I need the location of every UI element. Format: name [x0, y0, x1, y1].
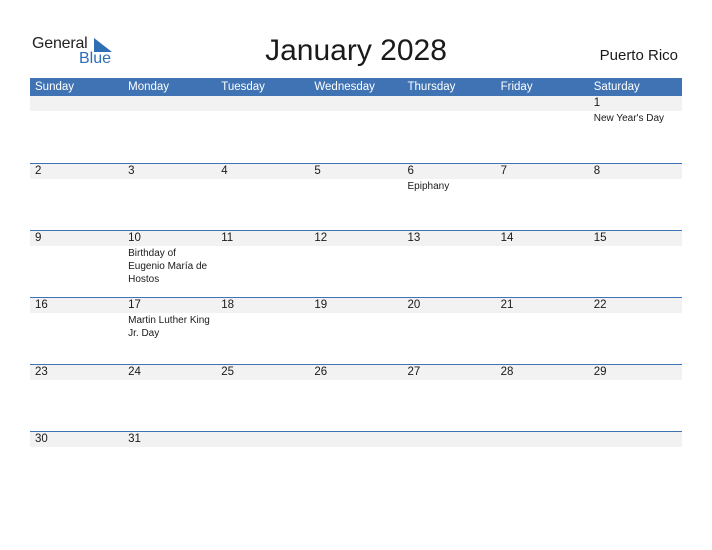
day-cell — [403, 298, 496, 364]
holiday-label — [314, 246, 402, 247]
day-cell — [30, 96, 123, 163]
day-number — [35, 96, 123, 111]
day-number: 2 — [35, 165, 42, 177]
region-label: Puerto Rico — [599, 47, 678, 64]
weeks-container — [30, 96, 682, 498]
weekday-saturday: Saturday — [593, 81, 640, 93]
holiday-label — [501, 179, 589, 180]
holiday-label — [128, 111, 216, 112]
holiday-label — [594, 179, 682, 180]
holiday-label: Birthday of Eugenio María de Hostos — [128, 248, 208, 285]
day-number: 30 — [35, 433, 48, 445]
day-cell — [216, 432, 309, 498]
calendar-week-row — [30, 96, 682, 163]
holiday-label — [221, 447, 309, 448]
holiday-label — [35, 179, 123, 180]
day-cell — [309, 298, 402, 364]
day-number: 21 — [500, 299, 514, 311]
day-cell — [216, 365, 309, 431]
day-number: 27 — [407, 366, 421, 378]
day-cell — [403, 432, 496, 498]
holiday-label — [501, 111, 589, 112]
day-number: 6 — [407, 165, 414, 177]
weekday-tuesday: Tuesday — [221, 81, 265, 93]
day-cell — [123, 164, 216, 230]
day-cell — [123, 365, 216, 431]
day-number: 14 — [500, 232, 514, 244]
day-cell — [496, 96, 589, 163]
holiday-label — [314, 111, 402, 112]
day-number: 24 — [128, 366, 141, 378]
calendar-week-row — [30, 431, 682, 498]
day-number: 29 — [593, 366, 607, 378]
day-cell — [309, 164, 402, 230]
day-cell — [123, 432, 216, 498]
day-number: 15 — [593, 232, 607, 244]
holiday-label — [408, 246, 496, 247]
day-number: 17 — [128, 299, 141, 311]
calendar-week-row — [30, 163, 682, 230]
day-cell — [496, 164, 589, 230]
page-title: January 2028 — [265, 34, 447, 67]
day-cell — [589, 231, 682, 297]
holiday-label — [594, 313, 682, 314]
day-number: 31 — [128, 433, 141, 445]
day-number: 19 — [314, 299, 328, 311]
day-cell — [589, 298, 682, 364]
day-number: 28 — [500, 366, 514, 378]
weekday-wednesday: Wednesday — [314, 81, 375, 93]
day-cell — [309, 231, 402, 297]
logo-word-blue: Blue — [79, 50, 112, 67]
day-cell — [403, 365, 496, 431]
holiday-label — [221, 313, 309, 314]
holiday-label — [35, 380, 123, 381]
day-cell — [123, 298, 216, 364]
holiday-label — [408, 380, 496, 381]
holiday-label — [35, 447, 123, 448]
holiday-label — [408, 313, 496, 314]
weekday-sunday: Sunday — [35, 81, 75, 93]
holiday-label — [501, 246, 589, 247]
holiday-label — [314, 313, 402, 314]
calendar-grid — [30, 78, 682, 498]
day-cell — [496, 432, 589, 498]
day-number: 16 — [35, 299, 48, 311]
holiday-label — [35, 246, 123, 247]
day-number — [314, 432, 402, 447]
calendar-week-row — [30, 297, 682, 364]
day-number: 7 — [500, 165, 508, 177]
day-number: 13 — [407, 232, 421, 244]
day-cell — [216, 164, 309, 230]
day-number: 26 — [314, 366, 328, 378]
day-cell — [496, 231, 589, 297]
day-number: 20 — [407, 299, 421, 311]
week-days — [30, 298, 682, 364]
day-cell — [403, 231, 496, 297]
holiday-label: New Year's Day — [593, 113, 665, 124]
day-cell — [30, 231, 123, 297]
day-cell — [403, 164, 496, 230]
day-cell — [589, 432, 682, 498]
day-number — [501, 96, 589, 111]
day-number: 18 — [221, 299, 235, 311]
holiday-label — [501, 380, 589, 381]
day-cell — [309, 365, 402, 431]
day-cell — [123, 231, 216, 297]
day-cell — [309, 96, 402, 163]
week-days — [30, 432, 682, 498]
day-cell — [589, 365, 682, 431]
day-number: 11 — [221, 232, 234, 244]
holiday-label: Epiphany — [407, 181, 450, 192]
holiday-label — [128, 179, 216, 180]
day-cell — [30, 164, 123, 230]
weekday-monday: Monday — [128, 81, 170, 93]
day-number — [501, 432, 589, 447]
holiday-label — [35, 111, 123, 112]
week-days — [30, 96, 682, 163]
holiday-label — [408, 447, 496, 448]
calendar-week-row — [30, 364, 682, 431]
day-cell — [30, 432, 123, 498]
holiday-label — [128, 380, 216, 381]
day-number — [221, 96, 309, 111]
day-number — [408, 96, 496, 111]
weekday-header — [30, 78, 682, 96]
holiday-label — [221, 111, 309, 112]
day-number — [594, 432, 682, 447]
holiday-label — [128, 447, 216, 448]
holiday-label — [501, 313, 589, 314]
day-number — [408, 432, 496, 447]
day-cell — [589, 164, 682, 230]
day-number: 23 — [35, 366, 48, 378]
holiday-label: Martin Luther King Jr. Day — [128, 315, 210, 339]
day-cell — [589, 96, 682, 163]
holiday-label — [314, 447, 402, 448]
holiday-label — [594, 447, 682, 448]
day-cell — [403, 96, 496, 163]
holiday-label — [314, 380, 402, 381]
day-number — [128, 96, 216, 111]
holiday-label — [314, 179, 402, 180]
holiday-label — [501, 447, 589, 448]
weekday-friday: Friday — [500, 81, 533, 93]
day-number — [314, 96, 402, 111]
day-number: 10 — [128, 232, 141, 244]
day-number: 22 — [593, 299, 607, 311]
day-number — [221, 432, 309, 447]
day-cell — [496, 298, 589, 364]
week-days — [30, 164, 682, 230]
logo-word-general: General — [32, 35, 88, 52]
day-number: 8 — [593, 165, 601, 177]
week-days — [30, 365, 682, 431]
weekday-thursday: Thursday — [407, 81, 456, 93]
day-cell — [216, 96, 309, 163]
day-cell — [30, 298, 123, 364]
holiday-label — [35, 313, 123, 314]
holiday-label — [594, 380, 682, 381]
day-number: 4 — [221, 165, 228, 177]
holiday-label — [408, 111, 496, 112]
holiday-label — [594, 246, 682, 247]
day-cell — [216, 298, 309, 364]
day-number: 25 — [221, 366, 235, 378]
holiday-label — [221, 380, 309, 381]
day-cell — [123, 96, 216, 163]
day-cell — [309, 432, 402, 498]
day-number: 5 — [314, 165, 321, 177]
day-number: 3 — [128, 165, 135, 177]
week-days — [30, 231, 682, 297]
day-number: 1 — [593, 97, 601, 109]
holiday-label — [221, 179, 309, 180]
day-cell — [216, 231, 309, 297]
day-cell — [496, 365, 589, 431]
calendar-week-row — [30, 230, 682, 297]
day-cell — [30, 365, 123, 431]
holiday-label — [221, 246, 309, 247]
day-number: 12 — [314, 232, 328, 244]
day-number: 9 — [35, 232, 42, 244]
